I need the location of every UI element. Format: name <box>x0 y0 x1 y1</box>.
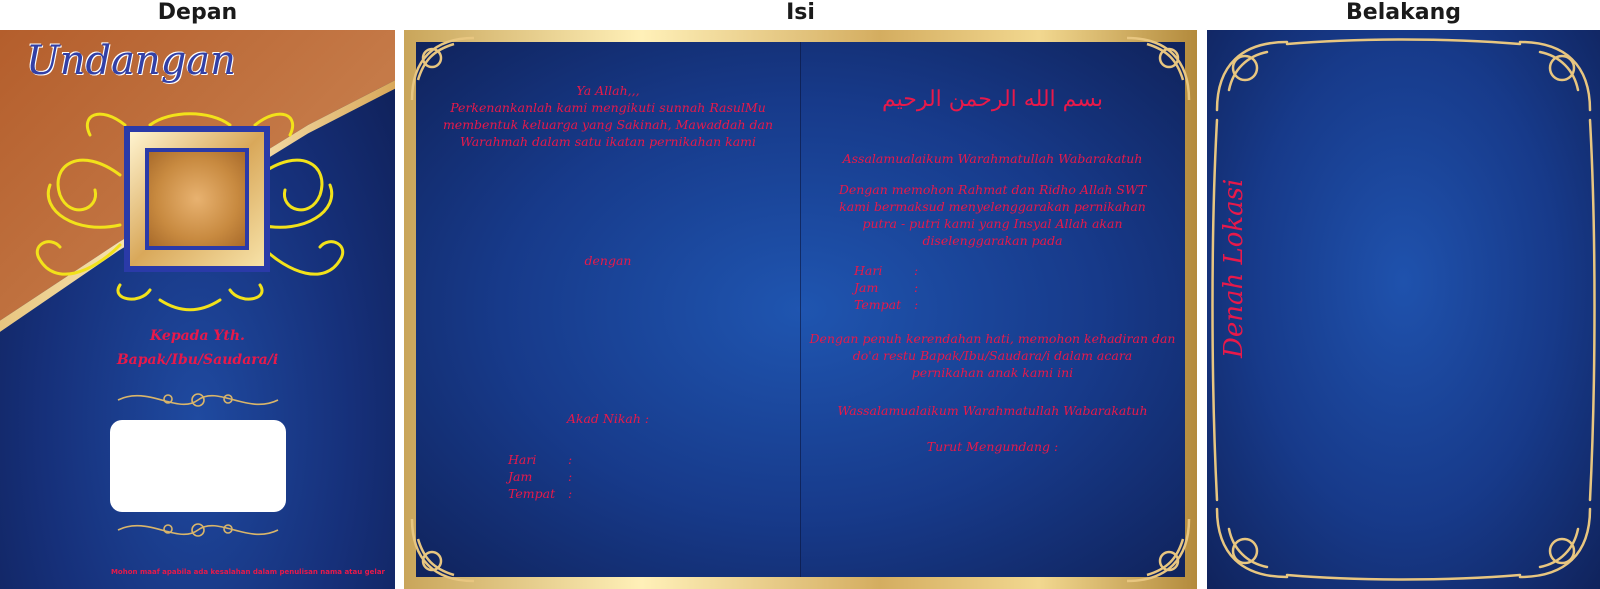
intro-line-3: putra - putri kami yang Insyal Allah akan <box>862 216 1123 231</box>
prayer-line-1: Perkenankanlah kami mengikuti sunnah RasulMu <box>450 100 766 115</box>
request-line-2: do'a restu Bapak/Ibu/Saudara/i dalam acara <box>852 348 1133 363</box>
request-line-3: pernikahan anak kami ini <box>911 365 1074 380</box>
left-time-colon: : <box>568 469 573 484</box>
invited-by: Turut Mengundang : <box>926 439 1059 454</box>
left-place-label: Tempat <box>508 486 556 501</box>
request-line-1: Dengan penuh kerendahan hati, memohon kehadiran dan <box>809 331 1176 346</box>
greeting: Assalamualaikum Warahmatullah Wabarakatuh <box>842 151 1143 166</box>
with-text: dengan <box>584 253 632 268</box>
apology-note: Mohon maaf apabila ada kesalahan dalam penulisan nama atau gelar <box>110 568 385 576</box>
photo-frame-inner <box>145 148 249 250</box>
front-cover <box>0 30 395 589</box>
logo-text: Undangan <box>26 38 236 84</box>
corner-ornament-bottom-left-icon <box>404 509 484 589</box>
right-place-colon: : <box>914 297 919 312</box>
closing-greeting: Wassalamualaikum Warahmatullah Wabarakatuh <box>837 403 1148 418</box>
back-cover <box>1207 30 1600 589</box>
label-back: Belakang <box>1346 0 1461 25</box>
right-time-colon: : <box>914 280 919 295</box>
left-day-label: Hari <box>508 452 537 467</box>
prayer-line-2: membentuk keluarga yang Sakinah, Mawaddah dan <box>442 117 774 132</box>
intro-line-2: kami bermaksud menyelenggarakan pernikahan <box>839 199 1146 214</box>
right-place-label: Tempat <box>854 297 902 312</box>
right-day-colon: : <box>914 263 919 278</box>
right-day-label: Hari <box>854 263 883 278</box>
recipient-name-box <box>110 420 286 512</box>
recipient-salutation: Bapak/Ibu/Saudara/i <box>116 352 279 368</box>
prayer-line-3: Warahmah dalam satu ikatan pernikahan kami <box>459 134 757 149</box>
akad-title: Akad Nikah : <box>566 411 650 426</box>
divider-ornament-bottom-icon <box>108 515 288 545</box>
right-time-label: Jam <box>854 280 879 295</box>
inside-spread <box>404 30 1197 589</box>
label-front: Depan <box>157 0 238 25</box>
intro-line-4: diselenggarakan pada <box>922 233 1063 248</box>
corner-ornament-bottom-right-icon <box>1117 509 1197 589</box>
intro-line-1: Dengan memohon Rahmat dan Ridho Allah SWT <box>838 182 1147 197</box>
bismillah-calligraphy: بسم الله الرحمن الرحيم <box>881 87 1104 112</box>
label-inside: Isi <box>786 0 815 25</box>
left-day-colon: : <box>568 452 573 467</box>
left-place-colon: : <box>568 486 573 501</box>
divider-ornament-top-icon <box>108 385 288 415</box>
back-border-ornament-icon <box>1207 30 1600 589</box>
location-map-title: Denah Lokasi <box>1219 178 1249 358</box>
left-time-label: Jam <box>508 469 533 484</box>
recipient-title: Kepada Yth. <box>150 328 245 344</box>
prayer-title: Ya Allah,,, <box>576 83 640 98</box>
fold-line <box>800 42 801 577</box>
